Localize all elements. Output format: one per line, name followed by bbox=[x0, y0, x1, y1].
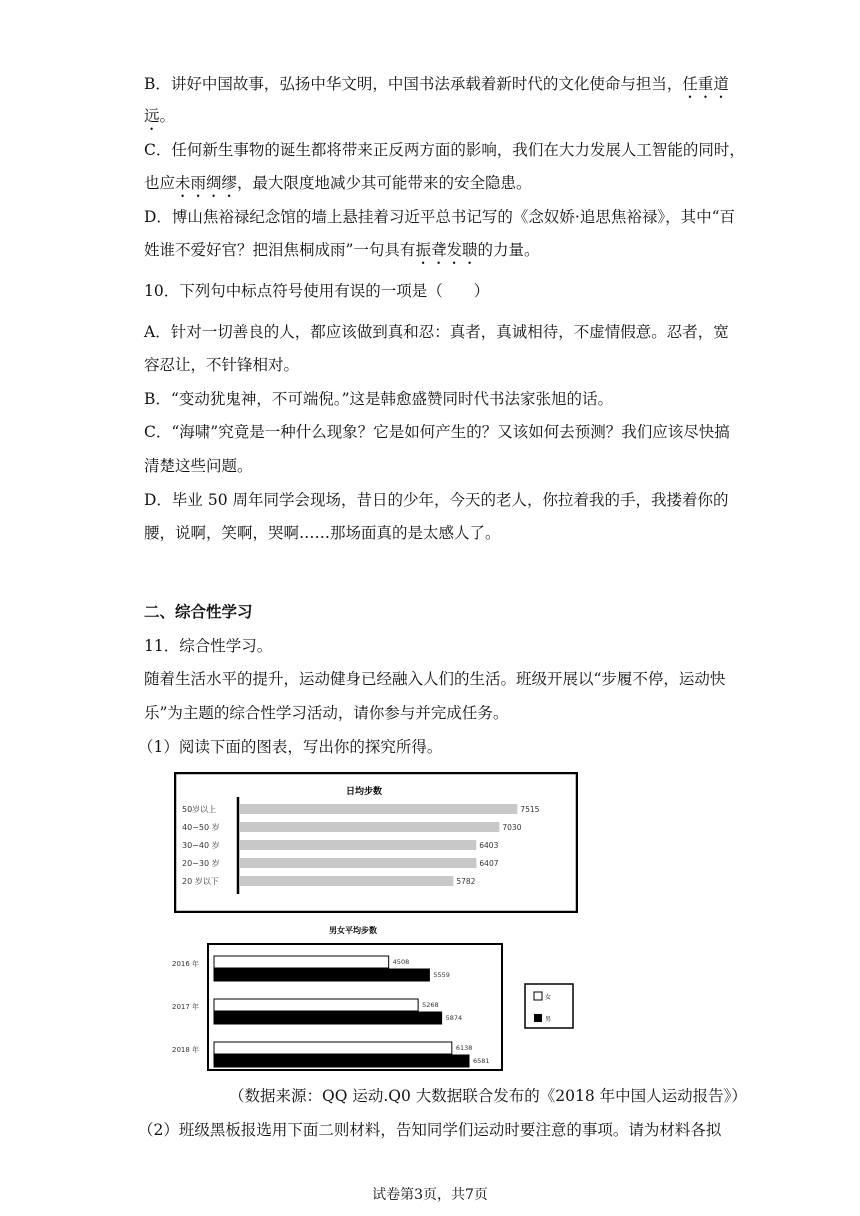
legend-swatch-female bbox=[534, 992, 542, 1000]
q11-intro-line2: 乐”为主题的综合性学习活动，请你参与并完成任务。 bbox=[144, 704, 509, 722]
q10-option-d-line2: 腰，说啊，笑啊，哭啊……那场面真的是太感人了。 bbox=[144, 524, 501, 542]
gender-chart-legend bbox=[525, 984, 573, 1028]
q11-task1: （1）阅读下面的图表，写出你的探究所得。 bbox=[138, 738, 443, 756]
gender-category-label: 2018 年 bbox=[172, 1046, 200, 1054]
gender-bar-female bbox=[214, 1042, 452, 1054]
gender-bar-female bbox=[214, 999, 418, 1011]
gender-bar-male bbox=[214, 969, 429, 981]
gender-bar-value: 4508 bbox=[392, 958, 410, 966]
q10-stem: 10．下列句中标点符号使用有误的一项是（ ） bbox=[144, 282, 490, 300]
q10-option-c-line2: 清楚这些问题。 bbox=[144, 457, 253, 475]
age-category-label: 30−40 岁 bbox=[182, 841, 220, 850]
q9-option-d-line1: D．博山焦裕禄纪念馆的墙上悬挂着习近平总书记写的《念奴娇·追思焦裕禄》，其中“百 bbox=[144, 208, 736, 226]
q9-option-c-emphasis: 未雨绸缪 bbox=[175, 174, 238, 192]
age-bar bbox=[240, 840, 476, 850]
age-category-label: 20−30 岁 bbox=[182, 859, 220, 868]
gender-bar-value: 6138 bbox=[455, 1044, 473, 1052]
q9-option-c-post: ，最大限度地减少其可能带来的安全隐患。 bbox=[237, 174, 532, 192]
q10-option-c-line1: C．“海啸”究竟是一种什么现象？它是如何产生的？又该如何去预测？我们应该尽快搞 bbox=[144, 423, 730, 441]
legend-label-male: 男 bbox=[545, 1016, 552, 1023]
q9-option-d-line2 bbox=[144, 240, 539, 268]
q9-option-b-emphasis: 任重道 bbox=[682, 75, 729, 93]
age-bar-value: 6403 bbox=[479, 841, 499, 850]
q9-option-b-text: B．讲好中国故事，弘扬中华文明，中国书法承载着新时代的文化使命与担当， bbox=[144, 75, 683, 93]
q9-option-c-line1: C．任何新生事物的诞生都将带来正反两方面的影响，我们在大力发展人工智能的同时， bbox=[144, 141, 745, 159]
q9-option-b-emphasis-end: 远 bbox=[144, 107, 160, 125]
data-source-note: （数据来源：QQ 运动.Q0 大数据联合发布的《2018 年中国人运动报告》） bbox=[229, 1087, 747, 1105]
gender-bar-female bbox=[214, 956, 389, 968]
q9-option-b-line1 bbox=[144, 74, 729, 102]
age-category-label: 50岁以上 bbox=[182, 805, 217, 814]
age-chart-title: 日均步数 bbox=[345, 787, 383, 797]
q9-option-d-emphasis: 振聋发聩 bbox=[415, 241, 478, 259]
q10-option-b: B．“变动犹鬼神，不可端倪。”这是韩愈盛赞同时代书法家张旭的话。 bbox=[144, 390, 613, 408]
age-bar-value: 6407 bbox=[479, 859, 499, 868]
age-bar-value: 7515 bbox=[520, 805, 540, 814]
q11-intro-line1: 随着生活水平的提升，运动健身已经融入人们的生活。班级开展以“步履不停，运动快 bbox=[144, 670, 726, 688]
legend-label-female: 女 bbox=[545, 994, 552, 1001]
q10-option-d-line1: D．毕业 50 周年同学会现场，昔日的少年，今天的老人，你拉着我的手，我搂着你的 bbox=[144, 491, 729, 509]
age-bar bbox=[240, 822, 499, 832]
gender-bar-value: 5268 bbox=[422, 1001, 439, 1009]
gender-category-label: 2016 年 bbox=[172, 960, 200, 968]
q11-task2: （2）班级黑板报选用下面二则材料，告知同学们运动时要注意的事项。请为材料各拟 bbox=[138, 1121, 722, 1139]
age-category-label: 40−50 岁 bbox=[182, 823, 220, 832]
q9-option-c-pre: 也应 bbox=[144, 174, 176, 192]
age-category-label: 20 岁以下 bbox=[182, 877, 219, 886]
q10-option-a-line1: A．针对一切善良的人，都应该做到真和忍：真者，真诚相待，不虚情假意。忍者，宽 bbox=[144, 323, 729, 341]
page-footer: 试卷第3页，共7页 bbox=[372, 1187, 488, 1203]
legend-swatch-male bbox=[534, 1014, 542, 1022]
gender-chart-title: 男女平均步数 bbox=[329, 926, 377, 935]
q9-option-b-line2 bbox=[144, 106, 175, 134]
q11-title: 11．综合性学习。 bbox=[144, 637, 273, 655]
age-bar-value: 5782 bbox=[456, 877, 476, 886]
q10-option-a-line2: 容忍让，不针锋相对。 bbox=[144, 356, 300, 374]
gender-steps-chart bbox=[170, 918, 590, 1073]
age-bar-value: 7030 bbox=[502, 823, 522, 832]
age-bar bbox=[240, 858, 476, 868]
section-heading: 二、综合性学习 bbox=[144, 603, 253, 621]
q9-option-d-post: 的力量。 bbox=[477, 241, 540, 259]
age-bar bbox=[240, 804, 517, 814]
age-bar bbox=[240, 876, 453, 886]
q9-option-b-period: 。 bbox=[159, 107, 176, 125]
gender-bar-value: 5559 bbox=[433, 971, 450, 979]
q9-option-c-line2 bbox=[144, 173, 532, 201]
gender-bar-value: 6581 bbox=[473, 1057, 490, 1065]
gender-bar-male bbox=[214, 1055, 469, 1067]
gender-category-label: 2017 年 bbox=[172, 1003, 200, 1011]
age-steps-chart bbox=[174, 772, 578, 913]
q9-option-d-pre: 姓谁不爱好官？把泪焦桐成雨”一句具有 bbox=[144, 241, 416, 259]
gender-bar-male bbox=[214, 1012, 442, 1024]
gender-bar-value: 5874 bbox=[445, 1014, 463, 1022]
